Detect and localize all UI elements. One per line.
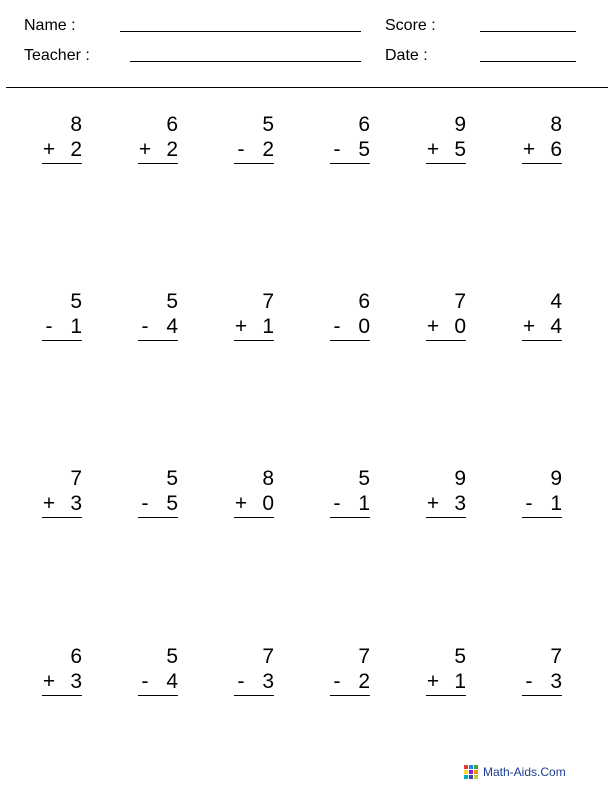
answer-line <box>42 163 82 164</box>
problem-operator: + <box>522 315 536 338</box>
problem-operator: + <box>522 138 536 161</box>
problem-operator: - <box>237 138 245 161</box>
problem-operator: - <box>237 670 245 693</box>
answer-line <box>330 163 370 164</box>
problem <box>234 467 294 529</box>
problem-operator: + <box>234 315 248 338</box>
brand-text: Math-Aids.Com <box>483 765 566 779</box>
problem <box>330 290 390 352</box>
problem-top-number: 6 <box>166 113 178 136</box>
problem-top-number: 9 <box>550 467 562 490</box>
problem-top-number: 7 <box>70 467 82 490</box>
problem-bottom-number: 1 <box>70 315 82 338</box>
problem-operator: - <box>525 670 533 693</box>
answer-line <box>234 695 274 696</box>
problem-bottom-number: 4 <box>166 315 178 338</box>
problem-top-number: 6 <box>358 113 370 136</box>
problem-operator: - <box>141 315 149 338</box>
problem-operator: + <box>426 492 440 515</box>
answer-line <box>42 517 82 518</box>
answer-line <box>42 340 82 341</box>
problem-bottom-number: 0 <box>262 492 274 515</box>
problem-top-number: 5 <box>166 467 178 490</box>
problem <box>522 467 582 529</box>
problem-top-number: 6 <box>358 290 370 313</box>
problem-operator: + <box>234 492 248 515</box>
teacher-label: Teacher : <box>24 47 90 64</box>
problem-operator: - <box>141 492 149 515</box>
problem <box>426 113 486 175</box>
problem-top-number: 8 <box>550 113 562 136</box>
problem-bottom-number: 0 <box>358 315 370 338</box>
answer-line <box>426 163 466 164</box>
footer-brand <box>464 764 566 780</box>
problem-bottom-number: 1 <box>262 315 274 338</box>
problem-bottom-number: 4 <box>550 315 562 338</box>
answer-line <box>234 163 274 164</box>
problem-bottom-number: 1 <box>550 492 562 515</box>
problem <box>522 645 582 707</box>
problem-top-number: 9 <box>454 113 466 136</box>
problem-operator: + <box>426 315 440 338</box>
answer-line <box>234 340 274 341</box>
problem-bottom-number: 2 <box>166 138 178 161</box>
problem-top-number: 7 <box>550 645 562 668</box>
problem-bottom-number: 1 <box>454 670 466 693</box>
problem-top-number: 5 <box>166 645 178 668</box>
problem-top-number: 8 <box>262 467 274 490</box>
answer-line <box>234 517 274 518</box>
problem-bottom-number: 6 <box>550 138 562 161</box>
problem-bottom-number: 2 <box>70 138 82 161</box>
problem-top-number: 5 <box>262 113 274 136</box>
date-label: Date : <box>385 47 428 64</box>
problem <box>330 113 390 175</box>
problem <box>234 290 294 352</box>
answer-line <box>522 163 562 164</box>
answer-line <box>330 340 370 341</box>
answer-line <box>138 163 178 164</box>
answer-line <box>426 517 466 518</box>
problem <box>138 645 198 707</box>
problem-operator: + <box>42 492 56 515</box>
problem-top-number: 5 <box>358 467 370 490</box>
problem-bottom-number: 3 <box>262 670 274 693</box>
problem-operator: - <box>333 138 341 161</box>
problem <box>234 645 294 707</box>
problem-bottom-number: 5 <box>166 492 178 515</box>
problem-operator: + <box>42 670 56 693</box>
problem <box>42 645 102 707</box>
problem-top-number: 5 <box>70 290 82 313</box>
problem-operator: - <box>333 670 341 693</box>
problem-operator: - <box>333 315 341 338</box>
problem-bottom-number: 4 <box>166 670 178 693</box>
problem-operator: + <box>138 138 152 161</box>
problem-bottom-number: 5 <box>358 138 370 161</box>
answer-line <box>330 695 370 696</box>
problem <box>234 113 294 175</box>
problem-top-number: 5 <box>454 645 466 668</box>
problem-bottom-number: 3 <box>70 492 82 515</box>
answer-line <box>138 340 178 341</box>
problem <box>42 113 102 175</box>
answer-line <box>522 695 562 696</box>
answer-line <box>522 517 562 518</box>
problem-top-number: 7 <box>358 645 370 668</box>
problem-operator: - <box>333 492 341 515</box>
problem-top-number: 6 <box>70 645 82 668</box>
problem-bottom-number: 5 <box>454 138 466 161</box>
problem-operator: - <box>45 315 53 338</box>
name-label: Name : <box>24 17 76 34</box>
answer-line <box>42 695 82 696</box>
problem-operator: + <box>426 138 440 161</box>
problem-bottom-number: 3 <box>70 670 82 693</box>
problem <box>426 290 486 352</box>
problem-operator: + <box>42 138 56 161</box>
problem-top-number: 5 <box>166 290 178 313</box>
problem-top-number: 7 <box>262 290 274 313</box>
problem-operator: - <box>141 670 149 693</box>
problem-bottom-number: 2 <box>262 138 274 161</box>
problem <box>522 290 582 352</box>
problem <box>138 113 198 175</box>
problem-top-number: 8 <box>70 113 82 136</box>
score-label: Score : <box>385 17 436 34</box>
answer-line <box>522 340 562 341</box>
problem <box>42 290 102 352</box>
answer-line <box>138 517 178 518</box>
answer-line <box>426 695 466 696</box>
math-aids-logo-icon <box>464 765 478 779</box>
problem <box>138 290 198 352</box>
problem <box>330 467 390 529</box>
problem-bottom-number: 0 <box>454 315 466 338</box>
problem <box>330 645 390 707</box>
problem-bottom-number: 2 <box>358 670 370 693</box>
problem-top-number: 7 <box>262 645 274 668</box>
problem-bottom-number: 1 <box>358 492 370 515</box>
problem <box>426 467 486 529</box>
problem-operator: - <box>525 492 533 515</box>
answer-line <box>426 340 466 341</box>
problem-operator: + <box>426 670 440 693</box>
problem <box>522 113 582 175</box>
problem <box>138 467 198 529</box>
answer-line <box>138 695 178 696</box>
problem <box>426 645 486 707</box>
problem-bottom-number: 3 <box>454 492 466 515</box>
problem <box>42 467 102 529</box>
problem-top-number: 7 <box>454 290 466 313</box>
answer-line <box>330 517 370 518</box>
problem-bottom-number: 3 <box>550 670 562 693</box>
problem-top-number: 4 <box>550 290 562 313</box>
problem-top-number: 9 <box>454 467 466 490</box>
